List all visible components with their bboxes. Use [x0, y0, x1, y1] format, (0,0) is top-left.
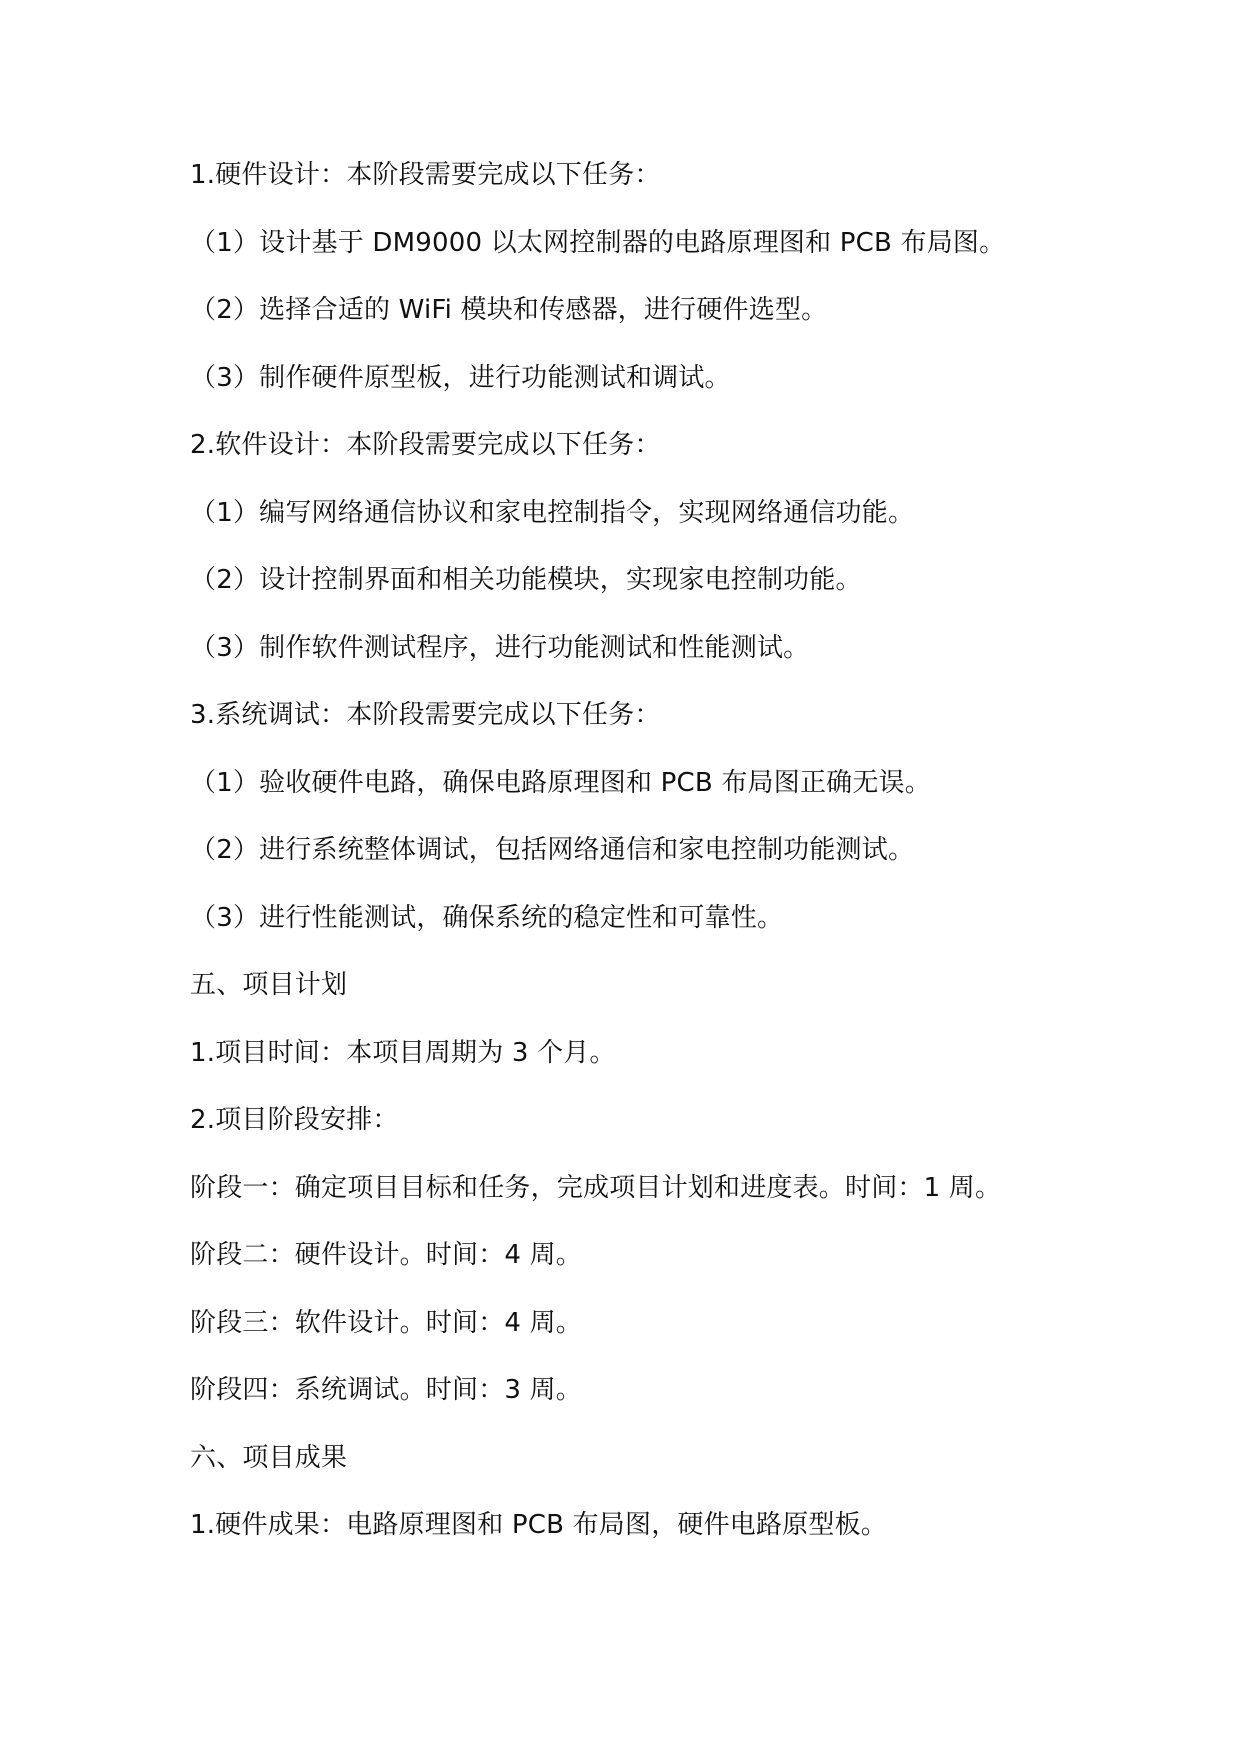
debug-task-2: （2）进行系统整体调试，包括网络通信和家电控制功能测试。	[190, 835, 915, 865]
hardware-task-1: （1）设计基于 DM9000 以太网控制器的电路原理图和 PCB 布局图。	[190, 227, 1006, 258]
software-design-heading: 2.软件设计：本阶段需要完成以下任务：	[190, 430, 661, 460]
software-task-3: （3）制作软件测试程序，进行功能测试和性能测试。	[190, 632, 810, 663]
section-6-title: 六、项目成果	[190, 1442, 348, 1473]
software-task-1: （1）编写网络通信协议和家电控制指令，实现网络通信功能。	[190, 497, 915, 528]
stage-4: 阶段四：系统调试。时间：3 周。	[190, 1375, 583, 1405]
hardware-task-3: （3）制作硬件原型板，进行功能测试和调试。	[190, 362, 731, 393]
stage-2: 阶段二：硬件设计。时间：4 周。	[190, 1240, 583, 1270]
hardware-task-2: （2）选择合适的 WiFi 模块和传感器，进行硬件选型。	[190, 295, 828, 325]
debug-task-1: （1）验收硬件电路，确保电路原理图和 PCB 布局图正确无误。	[190, 767, 931, 798]
project-time: 1.项目时间：本项目周期为 3 个月。	[190, 1037, 616, 1068]
stage-1: 阶段一：确定项目目标和任务，完成项目计划和进度表。时间：1 周。	[190, 1172, 1002, 1203]
section-5-title: 五、项目计划	[190, 970, 348, 1000]
hardware-design-heading: 1.硬件设计：本阶段需要完成以下任务：	[190, 160, 661, 190]
software-task-2: （2）设计控制界面和相关功能模块，实现家电控制功能。	[190, 565, 862, 595]
hardware-results: 1.硬件成果：电路原理图和 PCB 布局图，硬件电路原型板。	[190, 1510, 888, 1540]
project-stage-heading: 2.项目阶段安排：	[190, 1105, 399, 1135]
debug-task-3: （3）进行性能测试，确保系统的稳定性和可靠性。	[190, 902, 784, 933]
system-debug-heading: 3.系统调试：本阶段需要完成以下任务：	[190, 700, 661, 730]
stage-3: 阶段三：软件设计。时间：4 周。	[190, 1307, 583, 1338]
document-body	[190, 155, 1090, 1573]
